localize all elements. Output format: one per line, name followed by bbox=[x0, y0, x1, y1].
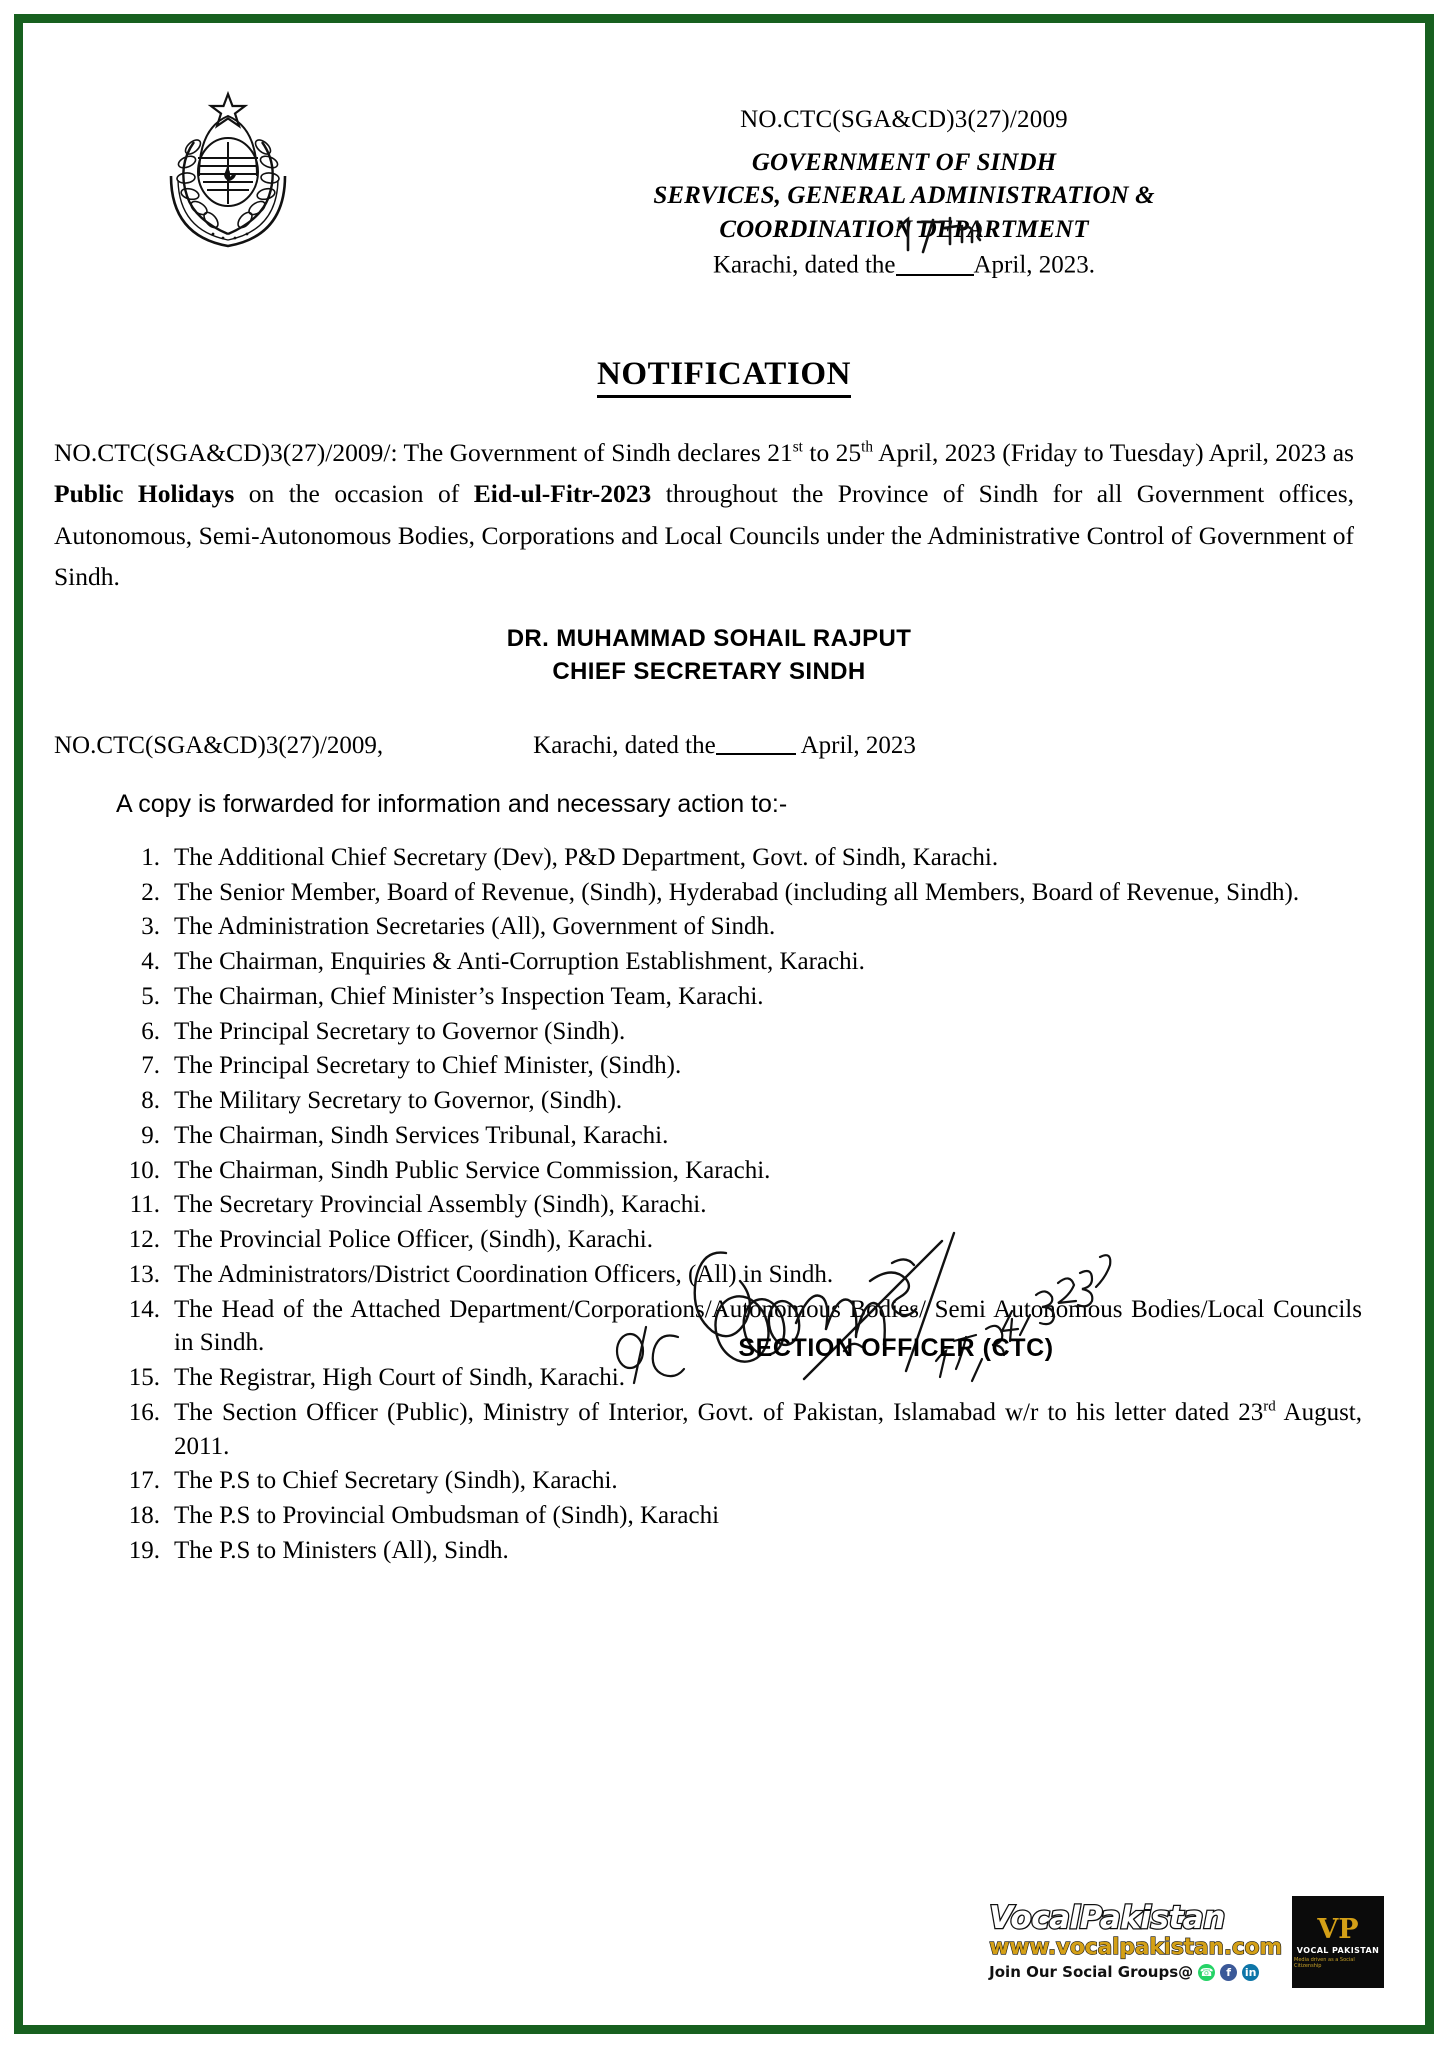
second-reference-row bbox=[46, 728, 1402, 760]
header-reference-number: NO.CTC(SGA&CD)3(27)/2009 bbox=[740, 106, 1068, 133]
list-item-text: The Chairman, Enquiries & Anti-Corruption Establishment, Karachi. bbox=[174, 948, 865, 976]
list-item-text: The Administrators/District Coordination Officers, (All) in Sindh. bbox=[174, 1260, 834, 1288]
watermark-join-text: Join Our Social Groups@ bbox=[989, 1963, 1194, 1982]
list-item-text: The Additional Chief Secretary (Dev), P&D Department, Govt. of Sindh, Karachi. bbox=[174, 843, 999, 871]
body-text-5: throughout the Province of Sindh for all Government offices, Autonomous, Semi-Autonomous Bodies, Corporations and Local Councils under the Administrative Control of Government of Sindh. bbox=[54, 479, 1354, 591]
government-line-3: COORDINATION DEPARTMENT bbox=[719, 215, 1089, 243]
list-item-text: The Chairman, Sindh Public Service Commission, Karachi. bbox=[174, 1156, 771, 1184]
signatory-name: DR. MUHAMMAD SOHAIL RAJPUT bbox=[506, 625, 912, 653]
list-item bbox=[46, 1015, 1402, 1049]
list-item-text: The Administration Secretaries (All), Government of Sindh. bbox=[174, 913, 776, 941]
body-sup-1: st bbox=[792, 438, 803, 456]
list-item-text: The Military Secretary to Governor, (Sindh). bbox=[174, 1087, 623, 1115]
body-ref-prefix: NO.CTC(SGA&CD)3(27)/2009/: bbox=[54, 438, 398, 467]
list-item-number: 14. bbox=[128, 1295, 160, 1323]
document-header bbox=[46, 46, 1402, 314]
item16-superscript: rd bbox=[1263, 1398, 1276, 1415]
second-reference-number: NO.CTC(SGA&CD)3(27)/2009, bbox=[54, 731, 384, 759]
list-item-text: The Secretary Provincial Assembly (Sindh), Karachi. bbox=[174, 1191, 707, 1219]
government-line-1: GOVERNMENT OF SINDH bbox=[751, 149, 1057, 176]
watermark-logo-tagline: Media driven as a Social Citizenship bbox=[1294, 1956, 1355, 1969]
dateline-prefix: Karachi, dated the bbox=[712, 251, 896, 279]
list-item-number: 12. bbox=[128, 1226, 160, 1254]
facebook-icon[interactable]: f bbox=[1220, 1964, 1237, 1981]
second-dateline-prefix: Karachi, dated the bbox=[533, 731, 716, 759]
list-item bbox=[46, 1188, 1402, 1222]
notification-body-paragraph bbox=[54, 432, 1354, 597]
body-text-2: to 25 bbox=[802, 438, 862, 467]
list-item bbox=[46, 1258, 1402, 1292]
list-item-text: The P.S to Provincial Ombudsman of (Sindh), Karachi bbox=[174, 1502, 720, 1530]
watermark-logo-name: VOCAL PAKISTAN bbox=[1296, 1945, 1380, 1955]
list-item-number: 4. bbox=[141, 948, 160, 976]
list-item-number: 11. bbox=[129, 1191, 160, 1219]
second-reference-dateline bbox=[533, 728, 916, 760]
list-item-text: The Chairman, Sindh Services Tribunal, Karachi. bbox=[174, 1121, 669, 1149]
list-item bbox=[46, 980, 1402, 1014]
document-sheet bbox=[46, 46, 1402, 2002]
title-container bbox=[46, 356, 1402, 398]
list-item-text: The Principal Secretary to Governor (Sindh). bbox=[174, 1017, 626, 1045]
list-item bbox=[46, 1223, 1402, 1257]
list-item bbox=[46, 841, 1402, 875]
list-item-number: 5. bbox=[141, 982, 160, 1010]
second-dateline-blank bbox=[716, 728, 796, 755]
watermark-social-row bbox=[989, 1963, 1259, 1981]
list-item-text: The Chairman, Chief Minister’s Inspection Team, Karachi. bbox=[174, 982, 764, 1010]
item16-part1: The Section Officer (Public), Ministry of Interior, Govt. of Pakistan, Islamabad w/r to his letter dated 23 bbox=[174, 1398, 1264, 1426]
government-of-sindh-emblem-icon bbox=[161, 84, 296, 249]
list-item-text: The Principal Secretary to Chief Minister, (Sindh). bbox=[174, 1052, 682, 1080]
list-item-text: The P.S to Ministers (All), Sindh. bbox=[174, 1536, 509, 1564]
list-item bbox=[46, 1361, 1402, 1395]
list-item bbox=[46, 1119, 1402, 1153]
list-item-number: 2. bbox=[141, 878, 160, 906]
watermark-website-url[interactable]: www.vocalpakistan.com bbox=[989, 1934, 1282, 1960]
linkedin-icon[interactable]: in bbox=[1242, 1964, 1259, 1981]
list-item-text bbox=[174, 1396, 1402, 1464]
body-text-3: April, 2023 (Friday to Tuesday) April, 2023 as bbox=[873, 438, 1354, 467]
list-item-number: 17. bbox=[128, 1467, 160, 1495]
list-item-number: 8. bbox=[141, 1087, 160, 1115]
list-item-number: 7. bbox=[141, 1052, 160, 1080]
list-item-number: 18. bbox=[128, 1502, 160, 1530]
list-item-text: The Registrar, High Court of Sindh, Karachi. bbox=[174, 1364, 625, 1392]
dateline-blank bbox=[896, 246, 974, 276]
recipients-list bbox=[46, 841, 1402, 1568]
document-title: NOTIFICATION bbox=[597, 356, 851, 398]
header-dateline bbox=[466, 246, 1342, 280]
handwritten-date-17th bbox=[892, 212, 984, 258]
copy-forwarded-note: A copy is forwarded for information and necessary action to:- bbox=[116, 789, 788, 818]
list-item bbox=[46, 1154, 1402, 1188]
body-bold-public-holidays: Public Holidays bbox=[54, 479, 235, 509]
list-item bbox=[46, 1534, 1402, 1568]
watermark-logo bbox=[1292, 1896, 1384, 1988]
list-item bbox=[46, 1464, 1402, 1498]
second-dateline-suffix: April, 2023 bbox=[800, 731, 916, 759]
list-item bbox=[46, 1084, 1402, 1118]
body-text-4: on the occasion of bbox=[234, 479, 474, 509]
section-officer-designation: SECTION OFFICER (CTC) bbox=[738, 1334, 1054, 1362]
list-item-text: The Head of the Attached Department/Corporations/Autonomous Bodies/ Semi Autonomous Bodies/Local Councils in Sindh. bbox=[174, 1295, 1362, 1357]
list-item-text: The P.S to Chief Secretary (Sindh), Karachi. bbox=[174, 1467, 618, 1495]
signatory-designation: CHIEF SECRETARY SINDH bbox=[552, 657, 866, 685]
list-item bbox=[46, 1396, 1402, 1464]
list-item-number: 1. bbox=[141, 843, 160, 871]
list-item bbox=[46, 1049, 1402, 1083]
list-item-text: The Provincial Police Officer, (Sindh), Karachi. bbox=[174, 1226, 653, 1254]
list-item-number: 3. bbox=[141, 913, 160, 941]
list-item bbox=[46, 910, 1402, 944]
list-item bbox=[46, 1499, 1402, 1533]
item16-part2: August, 2011. bbox=[174, 1398, 1362, 1460]
body-sup-2: th bbox=[861, 438, 874, 456]
list-item-number: 6. bbox=[141, 1017, 160, 1045]
list-item-text: The Senior Member, Board of Revenue, (Sindh), Hyderabad (including all Members, Board of Revenue, Sindh). bbox=[174, 878, 1300, 906]
list-item-number: 19. bbox=[128, 1536, 160, 1564]
list-item-number: 10. bbox=[128, 1156, 160, 1184]
watermark-text-block bbox=[985, 1896, 1292, 1988]
list-item-number: 13. bbox=[128, 1260, 160, 1288]
dateline-suffix: April, 2023. bbox=[973, 251, 1096, 279]
list-item bbox=[46, 945, 1402, 979]
list-item-number: 16. bbox=[128, 1398, 160, 1426]
government-line-2: SERVICES, GENERAL ADMINISTRATION & bbox=[653, 182, 1155, 210]
list-item-number: 15. bbox=[128, 1364, 160, 1392]
list-item bbox=[46, 876, 1402, 910]
body-bold-eid-ul-fitr: Eid-ul-Fitr-2023 bbox=[473, 479, 652, 509]
signatory-block bbox=[46, 623, 1402, 688]
watermark-logo-mark: VP bbox=[1317, 1913, 1359, 1945]
body-text-1: The Government of Sindh declares 21 bbox=[397, 438, 793, 467]
list-item-number: 9. bbox=[141, 1121, 160, 1149]
vocal-pakistan-watermark[interactable] bbox=[985, 1896, 1384, 1988]
watermark-brand-title: VocalPakistan bbox=[989, 1899, 1225, 1936]
whatsapp-icon[interactable]: ☎ bbox=[1199, 1965, 1214, 1979]
